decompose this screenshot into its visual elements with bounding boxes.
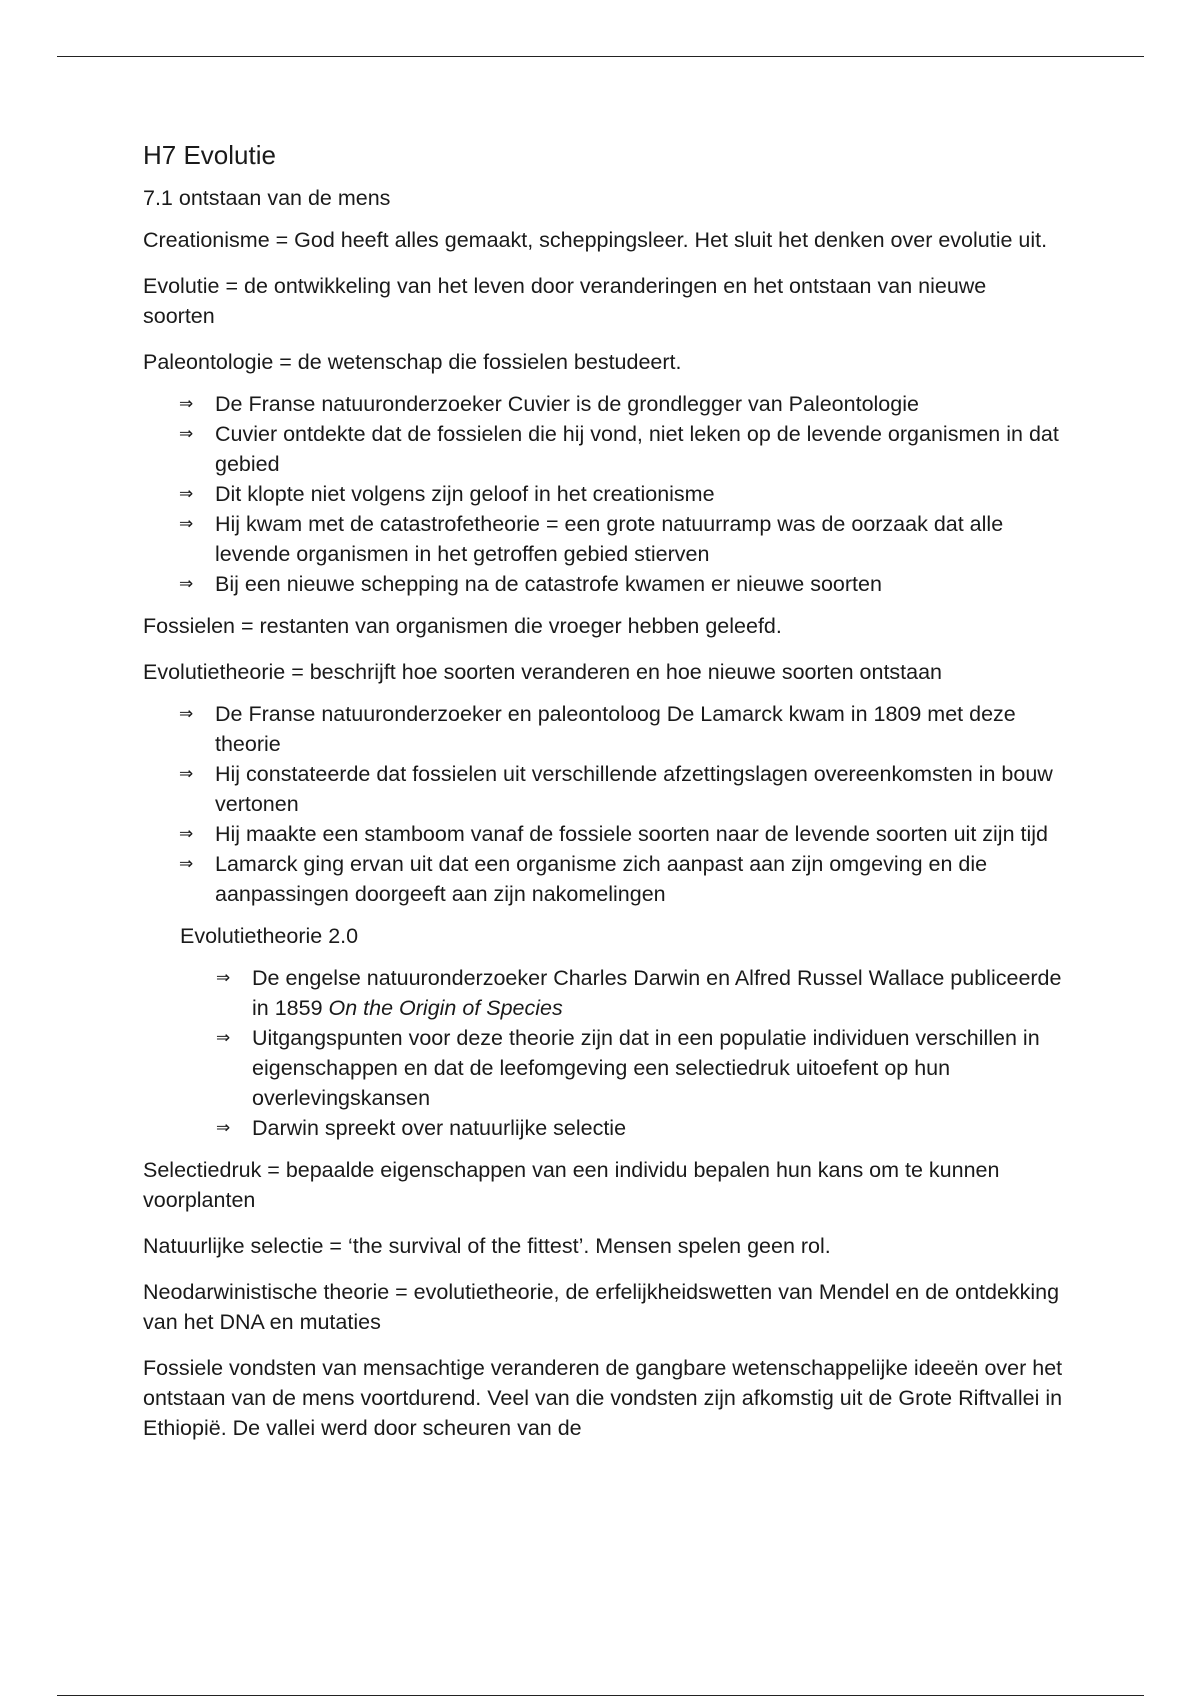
arrow-icon: ⇒ xyxy=(216,1028,231,1048)
list-item: ⇒ De Franse natuuronderzoeker Cuvier is de grondlegger van Paleontologie xyxy=(179,389,1063,419)
list-item: ⇒ Hij kwam met de catastrofetheorie = een grote natuurramp was de oorzaak dat alle levende organismen in het getroffen gebied stierven xyxy=(179,509,1063,569)
paragraph-creationisme: Creationisme = God heeft alles gemaakt, scheppingsleer. Het sluit het denken over evolutie uit. xyxy=(143,228,1048,253)
list-darwin xyxy=(216,963,1063,1143)
paragraph-fossiele-vondsten: Fossiele vondsten van mensachtige veranderen de gangbare wetenschappelijke ideeën over het ontstaan van de mens voortdurend. Veel van die vondsten zijn afkomstig uit de Grote Riftvallei in Ethiopië. De vallei werd door scheuren van de xyxy=(143,1356,1063,1441)
arrow-icon: ⇒ xyxy=(179,574,194,594)
list-item: ⇒ Hij constateerde dat fossielen uit verschillende afzettingslagen overeenkomsten in bouw vertonen xyxy=(179,759,1063,819)
list-item: ⇒ Dit klopte niet volgens zijn geloof in het creationisme xyxy=(179,479,1063,509)
arrow-icon: ⇒ xyxy=(179,854,194,874)
paragraph-natuurlijke-selectie: Natuurlijke selectie = ‘the survival of the fittest’. Mensen spelen geen rol. xyxy=(143,1234,831,1259)
list-paleontologie xyxy=(179,389,1063,599)
arrow-icon: ⇒ xyxy=(179,484,194,504)
list-item: ⇒ Uitgangspunten voor deze theorie zijn dat in een populatie individuen verschillen in eigenschappen en dat de leefomgeving een selectiedruk uitoefent op hun overlevingskansen xyxy=(216,1023,1063,1113)
list-item: ⇒ Cuvier ontdekte dat de fossielen die hij vond, niet leken op de levende organismen in dat gebied xyxy=(179,419,1063,479)
paragraph-evolutietheorie: Evolutietheorie = beschrijft hoe soorten veranderen en hoe nieuwe soorten ontstaan xyxy=(143,660,943,685)
list-item: ⇒ Bij een nieuwe schepping na de catastrofe kwamen er nieuwe soorten xyxy=(179,569,1063,599)
list-item: ⇒ Lamarck ging ervan uit dat een organisme zich aanpast aan zijn omgeving en die aanpassingen doorgeeft aan zijn nakomelingen xyxy=(179,849,1063,909)
list-item: ⇒ Darwin spreekt over natuurlijke selectie xyxy=(216,1113,1063,1143)
arrow-icon: ⇒ xyxy=(216,1118,231,1138)
arrow-icon: ⇒ xyxy=(179,764,194,784)
list-item: ⇒ De Franse natuuronderzoeker en paleontoloog De Lamarck kwam in 1809 met deze theorie xyxy=(179,699,1063,759)
paragraph-evolutie: Evolutie = de ontwikkeling van het leven door veranderingen en het ontstaan van nieuwe soorten xyxy=(143,274,987,329)
arrow-icon: ⇒ xyxy=(179,514,194,534)
paragraph-neodarwinisme: Neodarwinistische theorie = evolutietheorie, de erfelijkheidswetten van Mendel en de ontdekking van het DNA en mutaties xyxy=(143,1280,1060,1335)
book-title: On the Origin of Species xyxy=(328,996,563,1021)
footer-rule xyxy=(57,1695,1144,1696)
paragraph-fossielen: Fossielen = restanten van organismen die vroeger hebben geleefd. xyxy=(143,614,782,639)
section-heading: 7.1 ontstaan van de mens xyxy=(143,186,391,211)
list-item: ⇒ De engelse natuuronderzoeker Charles Darwin en Alfred Russel Wallace publiceerde in 1859 On the Origin of Species xyxy=(216,963,1063,1023)
document-page xyxy=(143,140,1063,1459)
header-rule xyxy=(57,56,1144,57)
paragraph-selectiedruk: Selectiedruk = bepaalde eigenschappen van een individu bepalen hun kans om te kunnen voorplanten xyxy=(143,1158,1000,1213)
chapter-title: H7 Evolutie xyxy=(143,140,276,170)
list-lamarck xyxy=(179,699,1063,909)
arrow-icon: ⇒ xyxy=(216,968,231,988)
paragraph-paleontologie: Paleontologie = de wetenschap die fossielen bestudeert. xyxy=(143,350,682,375)
subheading-evolutietheorie-2: Evolutietheorie 2.0 xyxy=(180,924,359,949)
list-item: ⇒ Hij maakte een stamboom vanaf de fossiele soorten naar de levende soorten uit zijn tijd xyxy=(179,819,1063,849)
arrow-icon: ⇒ xyxy=(179,824,194,844)
arrow-icon: ⇒ xyxy=(179,704,194,724)
arrow-icon: ⇒ xyxy=(179,424,194,444)
arrow-icon: ⇒ xyxy=(179,394,194,414)
